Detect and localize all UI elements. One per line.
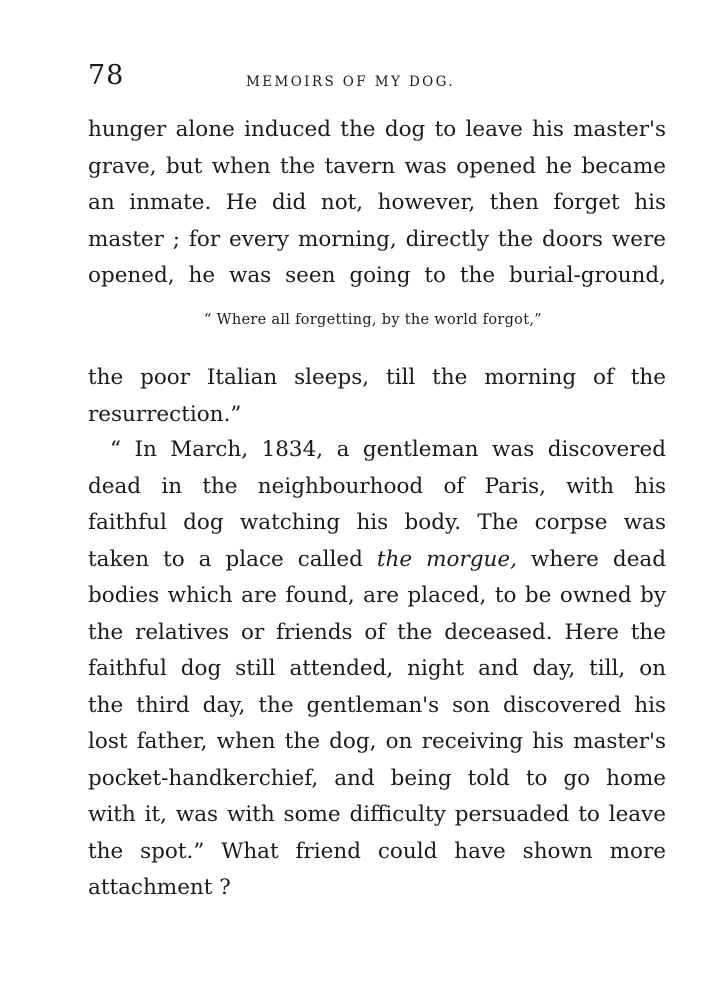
text-line: opened, he was seen going to the burial-ground, — [88, 263, 666, 288]
paragraph-2 — [88, 360, 666, 433]
text-line-with-italic — [88, 542, 666, 579]
text-line: “ In March, 1834, a gentleman was discovered — [110, 437, 666, 462]
text-segment: taken to a place called — [88, 546, 377, 572]
text-line: faithful dog still attended, night and day, till, on — [88, 656, 666, 681]
text-line: the third day, the gentleman's son discovered his — [88, 692, 666, 718]
paragraph-1 — [88, 112, 666, 295]
text-segment: where dead — [516, 546, 666, 572]
text-line: attachment ? — [88, 875, 231, 900]
text-line: faithful dog watching his body. The corpse was — [88, 510, 666, 535]
text-line: resurrection.” — [88, 401, 242, 427]
text-line: pocket-handkerchief, and being told to go home — [88, 765, 666, 791]
running-title: MEMOIRS OF MY DOG. — [246, 74, 456, 90]
italic-term: the morgue, — [376, 546, 517, 572]
text-line: the spot.” What friend could have shown more — [88, 838, 666, 864]
paragraph-3 — [88, 432, 666, 907]
text-line: the relatives or friends of the deceased. Here the — [88, 619, 666, 645]
text-line: bodies which are found, are placed, to be owned by — [88, 583, 666, 608]
page-number: 78 — [88, 60, 125, 91]
text-line: grave, but when the tavern was opened he became — [88, 153, 666, 179]
text-line: lost father, when the dog, on receiving his master's — [88, 729, 666, 754]
text-line: an inmate. He did not, however, then forget his — [88, 190, 666, 215]
text-line: the poor Italian sleeps, till the morning of the — [88, 365, 666, 390]
verse-quotation: “ Where all forgetting, by the world forgot,” — [204, 312, 542, 328]
text-line: dead in the neighbourhood of Paris, with his — [88, 473, 666, 499]
text-line: master ; for every morning, directly the doors were — [88, 226, 666, 252]
text-line: with it, was with some difficulty persuaded to leave — [88, 802, 666, 827]
text-line: hunger alone induced the dog to leave his master's — [88, 117, 666, 142]
